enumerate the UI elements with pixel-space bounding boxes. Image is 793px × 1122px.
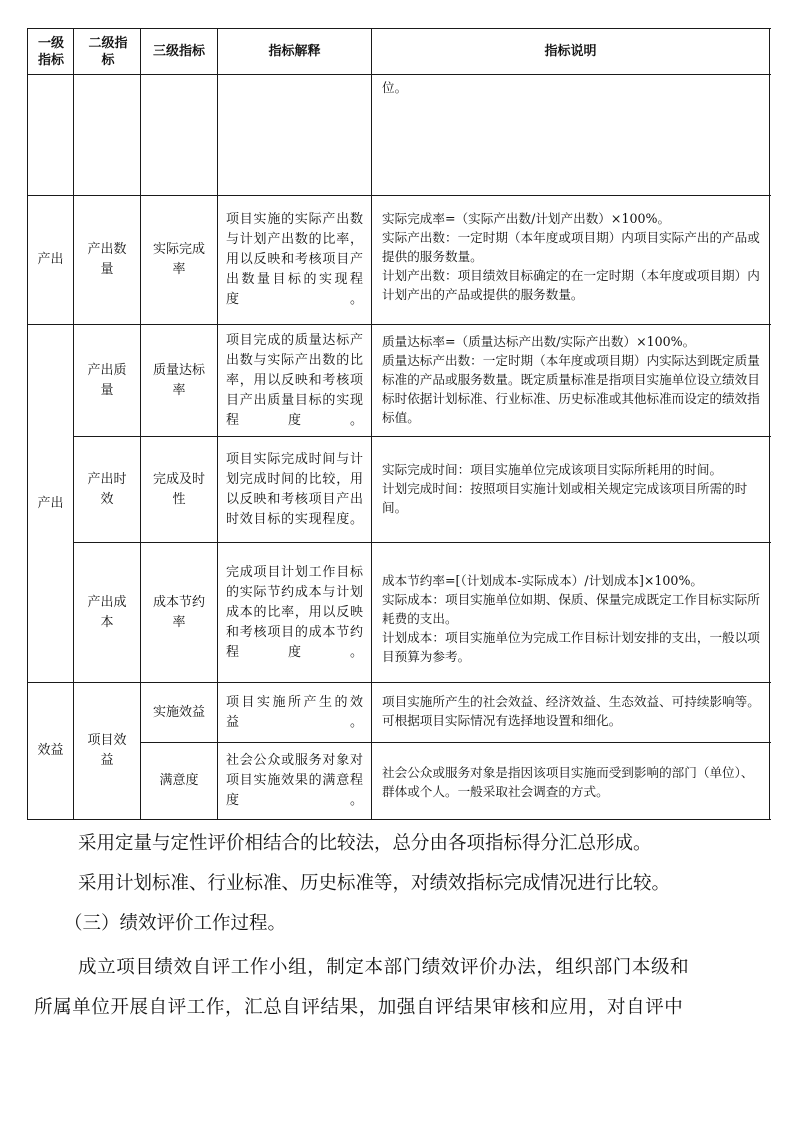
level2-cell: 产出数量 (87, 242, 127, 277)
note-line: 计划成本：项目实施单位为完成工作目标计划安排的支出，一般以项目预算为参考。 (382, 630, 760, 664)
header-level1: 一级指标 (37, 35, 64, 68)
note-line: 计划产出数：项目绩效目标确定的在一定时期（本年度或项目期）内计划产出的产品或提供的服务数量。 (382, 268, 760, 302)
note-line: 成本节约率=[（计划成本-实际成本）/计划成本]×100%。 (382, 573, 704, 588)
level3-cell: 满意度 (159, 773, 199, 788)
level2-cell: 项目效益 (87, 733, 127, 768)
level3-cell: 质量达标率 (152, 362, 205, 398)
explanation-cell: 项目实施的实际产出数与计划产出数的比率，用以反映和考核项目产出数量目标的实现程度。 (226, 212, 363, 307)
explanation-cell: 项目实施所产生的效益。 (226, 694, 363, 730)
header-divider (27, 74, 771, 75)
notes-cell (372, 332, 769, 427)
header-level3: 三级指标 (152, 44, 205, 59)
indicator-table (27, 28, 771, 820)
level3-cell: 实施效益 (152, 704, 205, 720)
notes-cell (372, 571, 769, 666)
note-line: 质量达标产出数：一定时期（本年度或项目期）内实际达到既定质量标准的产品或服务数量。既定质量标准是指项目实施单位设立绩效目标时依据计划标准、行业标准、历史标准或其他标准而设定的绩效指标值。 (382, 353, 760, 425)
level3-cell: 成本节约率 (152, 594, 205, 630)
header-level2: 二级指标 (88, 35, 128, 68)
level2-cell: 产出成本 (87, 594, 127, 630)
level1-cell: 效益 (37, 743, 64, 758)
level1-cell: 产出 (37, 495, 64, 511)
note-line: 实际产出数：一定时期（本年度或项目期）内项目实际产出的产品或提供的服务数量。 (382, 230, 760, 264)
notes-cell (372, 763, 769, 801)
note-line: 质量达标率=（质量达标产出数/实际产出数）×100%。 (382, 334, 696, 349)
header-notes: 指标说明 (544, 44, 597, 59)
explanation-cell: 社会公众或服务对象对项目实施效果的满意程度。 (226, 753, 363, 808)
notes-cell (372, 460, 769, 517)
notes-cell (372, 209, 769, 304)
body-paragraph: 采用计划标准、行业标准、历史标准等，对绩效指标完成情况进行比较。 (78, 873, 671, 894)
note-line: 社会公众或服务对象是指因该项目实施而受到影响的部门（单位）、群体或个人。一般采取社会调查的方式。 (382, 765, 754, 799)
note-line: 实际完成时间：项目实施单位完成该项目实际所耗用的时间。 (382, 462, 723, 477)
explanation-cell: 项目实际完成时间与计划完成时间的比较，用以反映和考核项目产出时效目标的实现程度。 (226, 451, 363, 527)
notes-cell (372, 692, 769, 730)
note-line: 实际成本：项目实施单位如期、保质、保量完成既定工作目标实际所耗费的支出。 (382, 592, 760, 626)
level2-cell: 产出时效 (87, 471, 127, 507)
table-border-right (769, 28, 770, 820)
level2-cell: 产出质量 (87, 362, 127, 398)
note-line: 计划完成时间：按照项目实施计划或相关规定完成该项目所需的时间。 (382, 481, 748, 515)
explanation-cell: 完成项目计划工作目标的实际节约成本与计划成本的比率，用以反映和考核项目的成本节约程度。 (226, 564, 363, 660)
explanation-cell: 项目完成的质量达标产出数与实际产出数的比率，用以反映和考核项目产出质量目标的实现程度。 (226, 332, 363, 428)
body-paragraph: 成立项目绩效自评工作小组，制定本部门绩效评价办法，组织部门本级和 (78, 957, 690, 978)
continuation-text: 位。 (382, 80, 408, 95)
header-explanation: 指标解释 (268, 44, 321, 59)
level1-cell: 产出 (37, 252, 64, 267)
level3-cell: 实际完成率 (152, 242, 205, 277)
body-paragraph: 采用定量与定性评价相结合的比较法，总分由各项指标得分汇总形成。 (78, 833, 652, 854)
note-line: 项目实施所产生的社会效益、经济效益、生态效益、可持续影响等。可根据项目实际情况有选择地设置和细化。 (382, 694, 760, 728)
note-line: 实际完成率=（实际产出数/计划产出数）×100%。 (382, 211, 671, 226)
table-border-bottom (27, 819, 771, 820)
body-paragraph: 所属单位开展自评工作，汇总自评结果，加强自评结果审核和应用，对自评中 (34, 997, 684, 1018)
level3-cell: 完成及时性 (152, 471, 205, 507)
section-heading: （三）绩效评价工作过程。 (64, 913, 287, 934)
